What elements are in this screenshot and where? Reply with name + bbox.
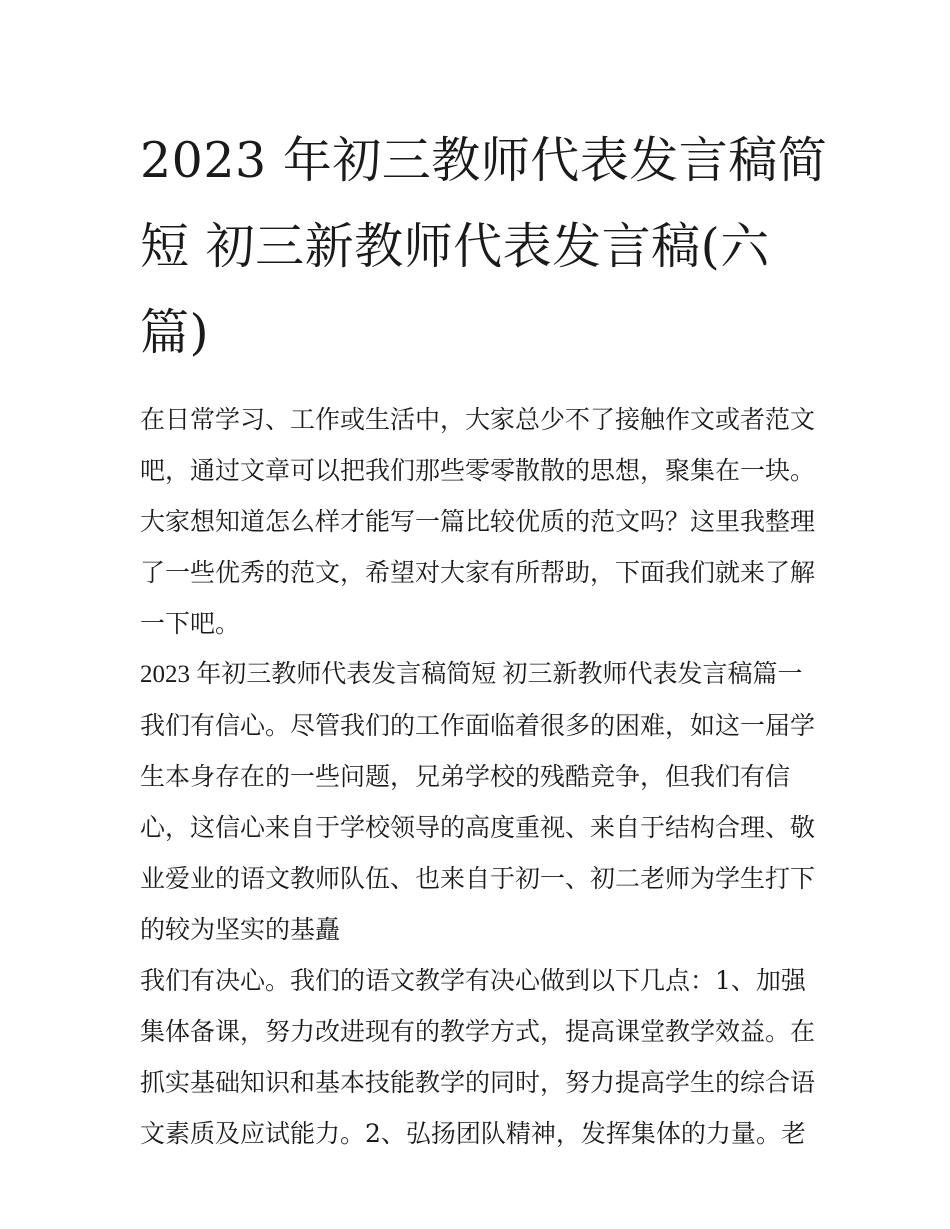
title-line-1: 2023 年初三教师代表发言稿简: [140, 132, 828, 189]
paragraph-line: 心，这信心来自于学校领导的高度重视、来自于结构合理、敬: [140, 813, 816, 842]
paragraph-line: 了一些优秀的范文，希望对大家有所帮助，下面我们就来了解: [140, 558, 816, 587]
paragraph-line: 文素质及应试能力。2、弘扬团队精神，发挥集体的力量。老: [140, 1119, 806, 1148]
paragraph-line: 业爱业的语文教师队伍、也来自于初一、初二老师为学生打下: [140, 864, 816, 893]
section-heading: [140, 649, 820, 700]
document-body: [140, 394, 820, 1159]
paragraph-line: 在日常学习、工作或生活中，大家总少不了接触作文或者范文: [140, 405, 816, 434]
document-page: [140, 118, 828, 1159]
title-line-3: 篇): [140, 304, 210, 361]
intro-paragraph: [140, 394, 820, 649]
section-heading-text: 2023 年初三教师代表发言稿简短 初三新教师代表发言稿篇一: [140, 661, 803, 688]
title-line-2: 短 初三新教师代表发言稿(六: [140, 218, 770, 275]
paragraph-line: 吧，通过文章可以把我们那些零零散散的思想，聚集在一块。: [140, 456, 816, 485]
paragraph-line: 的较为坚实的基矗: [140, 915, 341, 944]
determination-paragraph: [140, 955, 820, 1159]
paragraph-line: 抓实基础知识和基本技能教学的同时，努力提高学生的综合语: [140, 1068, 816, 1097]
document-title: [140, 118, 828, 376]
paragraph-line: 我们有决心。我们的语文教学有决心做到以下几点：1、加强: [140, 966, 806, 995]
confidence-paragraph: [140, 700, 820, 955]
paragraph-line: 集体备课，努力改进现有的教学方式，提高课堂教学效益。在: [140, 1017, 816, 1046]
paragraph-line: 我们有信心。尽管我们的工作面临着很多的困难，如这一届学: [140, 711, 816, 740]
paragraph-line: 一下吧。: [140, 609, 241, 638]
paragraph-line: 大家想知道怎么样才能写一篇比较优质的范文吗？这里我整理: [140, 507, 816, 536]
paragraph-line: 生本身存在的一些问题，兄弟学校的残酷竞争，但我们有信: [140, 762, 791, 791]
